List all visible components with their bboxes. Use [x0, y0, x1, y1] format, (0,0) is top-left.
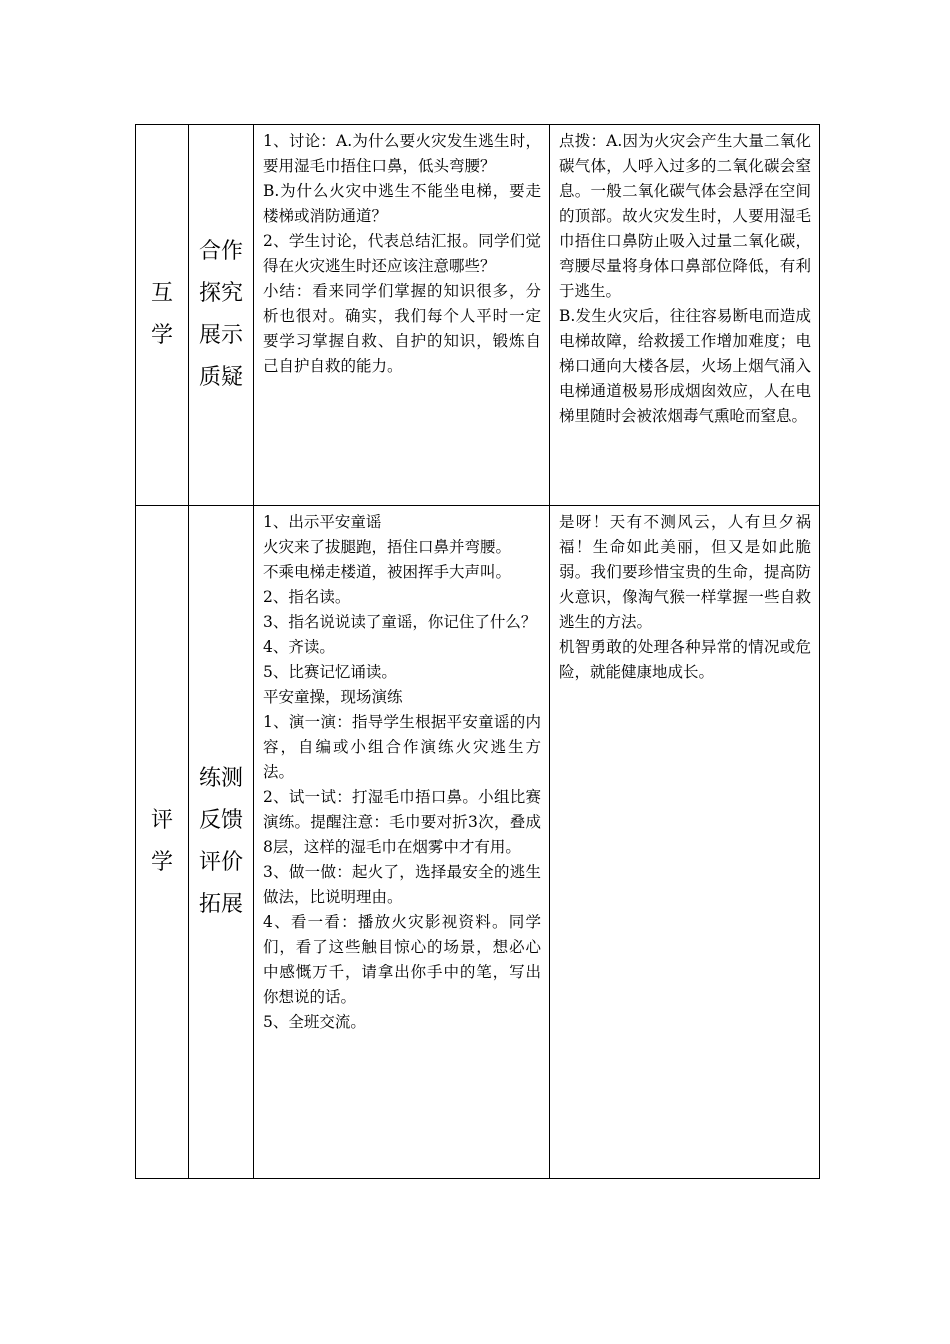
activity-paragraph: 5、比赛记忆诵读。 [263, 663, 397, 681]
notes-paragraph: 点拨：A.因为火灾会产生大量二氧化碳气体，人呼入过多的二氧化碳会窒息。一般二氧化碳气体会悬浮在空间的顶部。故火灾发生时，人要用湿毛巾捂住口鼻防止吸入过量二氧化碳，弯腰尽量将身体口鼻部位降低，有利于逃生。 [559, 132, 811, 300]
activity-cell [254, 125, 550, 506]
stage-cell [189, 125, 254, 506]
stage-label: 拓展 [198, 892, 243, 917]
stage-label: 练测 [198, 766, 243, 791]
activity-paragraph: 平安童操，现场演练 [263, 688, 403, 706]
section-char: 学 [150, 850, 173, 875]
activity-paragraph: 3、做一做：起火了，选择最安全的逃生做法，比说明理由。 [263, 863, 541, 906]
stage-label: 合作 [198, 239, 243, 264]
section-char: 评 [150, 808, 173, 833]
activity-paragraph: 2、学生讨论，代表总结汇报。同学们觉得在火灾逃生时还应该注意哪些？ [263, 232, 541, 275]
activity-paragraph: 2、试一试：打湿毛巾捂口鼻。小组比赛演练。提醒注意：毛巾要对折3次，叠成8层，这样的湿毛巾在烟雾中才有用。 [263, 788, 541, 856]
table-row [136, 506, 820, 1179]
activity-paragraph: 小结：看来同学们掌握的知识很多，分析也很对。确实，我们每个人平时一定要学习掌握自救、自护的知识，锻炼自己自护自救的能力。 [263, 282, 541, 375]
stage-cell [189, 506, 254, 1179]
activity-paragraph: 3、指名说说读了童谣，你记住了什么？ [263, 613, 537, 631]
activity-paragraph: 1、出示平安童谣 [263, 513, 382, 531]
stage-label: 评价 [198, 850, 243, 875]
stage-label: 质疑 [198, 365, 243, 390]
activity-paragraph: 5、全班交流。 [263, 1013, 366, 1031]
section-cell [136, 125, 189, 506]
activity-paragraph: 2、指名读。 [263, 588, 351, 606]
section-char: 学 [150, 323, 173, 348]
section-cell [136, 506, 189, 1179]
activity-paragraph: 4、齐读。 [263, 638, 335, 656]
activity-paragraph: 4、看一看：播放火灾影视资料。同学们，看了这些触目惊心的场景，想必心中感慨万千，请拿出你手中的笔，写出你想说的话。 [263, 913, 541, 1006]
section-char: 互 [150, 281, 173, 306]
activity-cell [254, 506, 550, 1179]
stage-label: 反馈 [198, 808, 243, 833]
notes-cell [550, 125, 820, 506]
notes-paragraph: B.发生火灾后，往往容易断电而造成电梯故障，给救援工作增加难度；电梯口通向大楼各层，火场上烟气涌入电梯通道极易形成烟囱效应，人在电梯里随时会被浓烟毒气熏呛而窒息。 [559, 307, 811, 425]
notes-cell [550, 506, 820, 1179]
activity-paragraph: 不乘电梯走楼道，被困挥手大声叫。 [263, 563, 512, 581]
stage-label: 探究 [198, 281, 243, 306]
stage-label: 展示 [198, 323, 243, 348]
lesson-plan-table [135, 124, 820, 1179]
activity-paragraph: 火灾来了拔腿跑，捂住口鼻并弯腰。 [263, 538, 512, 556]
table-row [136, 125, 820, 506]
notes-paragraph: 是呀！天有不测风云，人有旦夕祸福！生命如此美丽，但又是如此脆弱。我们要珍惜宝贵的生命，提高防火意识，像淘气猴一样掌握一些自救逃生的方法。 [559, 513, 811, 631]
activity-paragraph: 1、讨论：A.为什么要火灾发生逃生时，要用湿毛巾捂住口鼻，低头弯腰？ [263, 132, 541, 175]
notes-paragraph: 机智勇敢的处理各种异常的情况或危险，就能健康地成长。 [559, 638, 811, 681]
activity-paragraph: 1、演一演：指导学生根据平安童谣的内容，自编或小组合作演练火灾逃生方法。 [263, 713, 541, 781]
activity-paragraph: B.为什么火灾中逃生不能坐电梯，要走楼梯或消防通道？ [263, 182, 541, 225]
